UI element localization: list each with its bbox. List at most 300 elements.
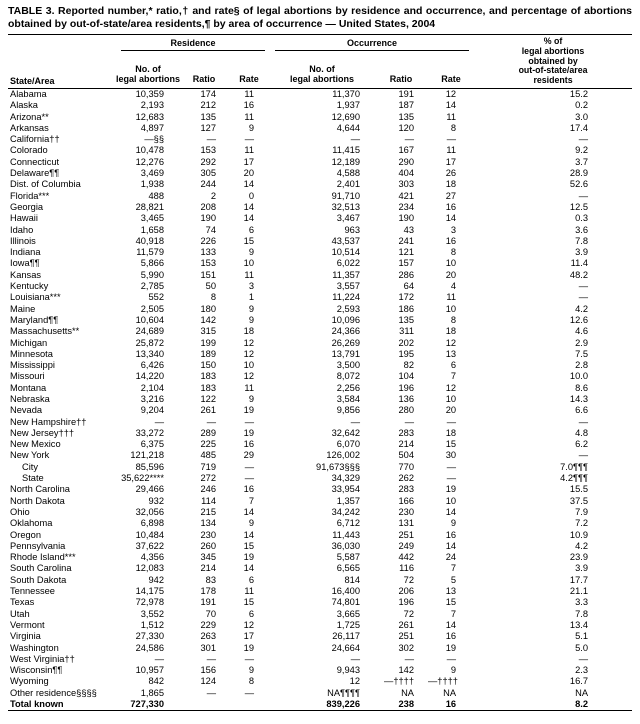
value-cell: 14 [243, 179, 254, 190]
value-cell: 1,865 [140, 687, 164, 698]
value-cell: 18 [445, 179, 457, 190]
value-cell: 6 [248, 574, 254, 585]
state-area-cell: North Carolina [10, 484, 70, 495]
table-row [8, 609, 632, 620]
value-cell: 5.1 [575, 631, 589, 642]
value-cell: 4.8 [575, 427, 589, 438]
value-cell: 15 [445, 597, 457, 608]
state-area-cell: New Jersey††† [10, 427, 75, 438]
value-cell: 11 [244, 145, 254, 156]
state-area-cell: Illinois [10, 235, 36, 246]
value-cell: 238 [374, 699, 428, 711]
state-area-cell: Hawaii [10, 213, 38, 224]
value-cell: — [578, 450, 589, 461]
value-cell: 72 [403, 574, 414, 585]
value-cell: 272 [200, 473, 216, 484]
table-row [8, 462, 632, 473]
value-cell: 10,359 [135, 88, 164, 99]
value-cell: 727,330 [116, 699, 180, 711]
value-cell: 17 [243, 631, 254, 642]
value-cell: 7.2 [575, 518, 589, 529]
state-area-cell: New York [10, 450, 50, 461]
value-cell: 1,658 [140, 224, 164, 235]
value-cell: 120 [398, 122, 414, 133]
value-cell: 14 [243, 201, 254, 212]
value-cell: 230 [200, 529, 216, 540]
value-cell: 246 [200, 484, 216, 495]
value-cell: 11 [446, 292, 457, 303]
table-row [8, 428, 632, 439]
value-cell: 16 [243, 439, 254, 450]
value-cell: 3.6 [575, 224, 589, 235]
occurrence-group-label: Occurrence [275, 38, 469, 51]
value-cell: 17.4 [569, 122, 589, 133]
value-cell: 19 [243, 552, 254, 563]
value-cell: 241 [398, 235, 414, 246]
group-header-row [8, 35, 632, 56]
value-cell: — [446, 416, 457, 427]
value-cell: 5,990 [140, 269, 164, 280]
value-cell: 7 [248, 495, 254, 506]
value-cell: 0.3 [575, 213, 589, 224]
value-cell: 1,512 [140, 619, 164, 630]
value-cell: 311 [399, 326, 414, 337]
value-cell: — [154, 653, 164, 664]
value-cell: 18 [445, 326, 457, 337]
value-cell: 15 [243, 597, 254, 608]
table-row [8, 541, 632, 552]
value-cell: 251 [398, 631, 414, 642]
value-cell: 19 [445, 484, 457, 495]
value-cell: 1,357 [336, 495, 360, 506]
value-cell: 302 [398, 642, 414, 653]
value-cell: — [578, 281, 589, 292]
value-cell: 13,791 [331, 348, 360, 359]
value-cell: 25,872 [135, 337, 164, 348]
value-cell: 18 [243, 326, 254, 337]
table-row [8, 507, 632, 518]
value-cell: 6,898 [140, 518, 164, 529]
value-cell: 20 [445, 405, 457, 416]
value-cell: 10.0 [569, 371, 589, 382]
value-cell: 24,664 [331, 642, 360, 653]
value-cell: 19 [243, 405, 254, 416]
value-cell: 261 [398, 619, 414, 630]
value-cell: 91,673§§§ [316, 461, 360, 472]
value-cell: 122 [200, 394, 216, 404]
value-cell: 261 [200, 405, 216, 416]
value-cell: 10,096 [331, 314, 360, 325]
value-cell: 212 [200, 100, 216, 111]
value-cell: 234 [398, 201, 414, 212]
state-area-cell: West Virginia†† [10, 653, 75, 664]
value-cell: 6,712 [336, 518, 360, 529]
value-cell: 5,866 [140, 258, 164, 269]
state-area-cell: Washington [10, 642, 59, 653]
value-cell: 16 [243, 100, 254, 111]
value-cell: 9 [450, 665, 457, 676]
state-area-cell: Michigan [10, 337, 48, 348]
value-cell: 190 [398, 213, 414, 224]
value-cell: 40,918 [135, 235, 164, 246]
value-cell: 301 [200, 642, 216, 653]
value-cell: 32,056 [135, 506, 164, 517]
value-cell: 167 [398, 145, 414, 156]
value-cell: 116 [399, 563, 414, 574]
table-row [8, 575, 632, 586]
value-cell: 15 [243, 540, 254, 551]
state-area-cell: Minnesota [10, 348, 53, 359]
value-cell: 74,801 [331, 597, 360, 608]
table-row [8, 654, 632, 665]
value-cell: 7.5 [575, 348, 589, 359]
value-cell: 17 [243, 156, 254, 167]
value-cell: 16 [445, 235, 457, 246]
value-cell: 131 [398, 518, 414, 529]
state-area-cell: Oklahoma [10, 518, 53, 529]
state-area-cell: Nebraska [10, 394, 50, 404]
value-cell: 7 [450, 563, 457, 574]
table-row [8, 473, 632, 484]
value-cell: — [404, 416, 414, 427]
value-cell: 13.4 [569, 619, 589, 630]
table-row [8, 134, 632, 145]
table-body [8, 88, 632, 710]
value-cell: 9 [248, 314, 254, 325]
value-cell: 135 [398, 314, 414, 325]
value-cell: 10 [445, 258, 457, 269]
value-cell: —†††† [428, 676, 458, 687]
value-cell: 17.7 [569, 574, 589, 585]
value-cell: — [578, 416, 589, 427]
value-cell: — [446, 134, 457, 145]
value-cell: 5 [450, 574, 457, 585]
value-cell: 114 [201, 495, 216, 506]
state-area-cell: Oregon [10, 529, 42, 540]
value-cell: 4,897 [140, 122, 164, 133]
value-cell: 12 [243, 337, 254, 348]
table-row [8, 665, 632, 676]
value-cell: 195 [398, 348, 414, 359]
column-header-pct-out-of-state: % of legal abortions obtained by out-of-state/area residents [474, 35, 632, 89]
column-header-occurrence-ratio: Ratio [374, 56, 428, 89]
value-cell: 13 [445, 348, 457, 359]
value-cell: — [244, 473, 254, 484]
value-cell: 16 [428, 699, 474, 711]
value-cell: 16,400 [331, 586, 360, 597]
value-cell: 29,466 [135, 484, 164, 495]
value-cell: 9 [248, 303, 254, 314]
value-cell: 27 [445, 190, 457, 201]
state-area-cell: North Dakota [10, 495, 65, 506]
table-row [8, 394, 632, 405]
value-cell: 14 [243, 213, 254, 224]
value-cell: 9,204 [140, 405, 164, 416]
value-cell: 29 [243, 450, 254, 461]
table-row [8, 688, 632, 699]
value-cell: 0.2 [575, 100, 589, 111]
table-row [8, 699, 632, 711]
value-cell: 7.8 [575, 235, 589, 246]
value-cell: 11 [446, 111, 457, 122]
value-cell: 9 [248, 665, 254, 676]
value-cell: 3,467 [336, 213, 360, 224]
value-cell: 12 [445, 337, 457, 348]
state-area-cell: Vermont [10, 619, 45, 630]
abortion-statistics-table [8, 34, 632, 711]
value-cell: 72 [403, 608, 414, 619]
table-row [8, 530, 632, 541]
value-cell: 404 [398, 168, 414, 179]
state-area-cell: Virginia [10, 631, 41, 642]
state-area-cell: Indiana [10, 247, 41, 258]
value-cell: 36,030 [331, 540, 360, 551]
value-cell: 15 [445, 439, 457, 450]
table-row [8, 338, 632, 349]
value-cell: 190 [200, 213, 216, 224]
state-area-cell: Utah [10, 608, 30, 619]
value-cell: 14 [243, 506, 254, 517]
value-cell: 121 [398, 247, 414, 258]
value-cell: 3,216 [140, 394, 164, 404]
value-cell: 3.0 [575, 111, 589, 122]
state-area-cell: Massachusetts** [10, 326, 80, 337]
column-group-occurrence [270, 35, 474, 56]
value-cell: — [206, 416, 216, 427]
value-cell: 12 [243, 371, 254, 382]
value-cell: 12,683 [135, 111, 164, 122]
table-header [8, 35, 632, 89]
value-cell: 315 [200, 326, 216, 337]
value-cell: — [404, 134, 414, 145]
value-cell: 11,443 [332, 529, 360, 540]
value-cell: — [404, 653, 414, 664]
value-cell: 12 [349, 676, 360, 687]
value-cell: 202 [398, 337, 414, 348]
table-row [8, 631, 632, 642]
value-cell: 206 [398, 586, 414, 597]
value-cell: 7 [450, 371, 457, 382]
value-cell: — [244, 134, 254, 145]
value-cell: 199 [200, 337, 216, 348]
table-row [8, 484, 632, 495]
value-cell: 2,785 [140, 281, 164, 292]
value-cell: 932 [148, 495, 164, 506]
state-area-cell: Rhode Island*** [10, 552, 76, 563]
value-cell: 6,565 [336, 563, 360, 574]
value-cell: 14 [445, 506, 457, 517]
value-cell: 16.7 [569, 676, 589, 687]
value-cell: 3.9 [575, 247, 589, 258]
value-cell: 186 [398, 303, 414, 314]
state-area-cell: Iowa¶¶ [10, 258, 40, 269]
value-cell: 12.5 [569, 201, 589, 212]
value-cell: 229 [200, 619, 216, 630]
table-row [8, 360, 632, 371]
table-row [8, 439, 632, 450]
value-cell: 151 [200, 269, 216, 280]
value-cell: 3.9 [575, 563, 589, 574]
value-cell: 8 [450, 122, 457, 133]
value-cell: 2,256 [336, 382, 360, 393]
table-row [8, 213, 632, 224]
table-row [8, 315, 632, 326]
value-cell: 14,175 [135, 586, 164, 597]
state-area-cell: New Hampshire†† [10, 416, 87, 427]
state-area-cell: Colorado [10, 145, 48, 156]
value-cell: 8.6 [575, 382, 589, 393]
table-row [8, 270, 632, 281]
value-cell: 225 [200, 439, 216, 450]
column-header-state-area: State/Area [8, 35, 116, 89]
state-area-cell: California†† [10, 134, 60, 145]
state-area-cell: Kansas [10, 269, 42, 280]
state-area-cell: Connecticut [10, 156, 60, 167]
value-cell: — [244, 416, 254, 427]
value-cell: 16 [445, 529, 457, 540]
value-cell: 6 [450, 360, 457, 371]
value-cell: 12 [243, 619, 254, 630]
value-cell: 153 [200, 258, 216, 269]
table-row [8, 100, 632, 111]
table-row [8, 620, 632, 631]
value-cell: 11,370 [332, 88, 360, 99]
value-cell: 9 [248, 518, 254, 529]
column-header-residence-ratio: Ratio [180, 56, 228, 89]
value-cell: 3,469 [140, 168, 164, 179]
value-cell: — [446, 461, 457, 472]
state-area-cell: South Dakota [10, 574, 67, 585]
value-cell: 83 [205, 574, 216, 585]
value-cell: — [154, 416, 164, 427]
table-row [8, 168, 632, 179]
value-cell: 135 [200, 111, 216, 122]
value-cell: 10,957 [135, 665, 164, 676]
table-row [8, 383, 632, 394]
value-cell: NA [401, 687, 414, 698]
table-row [8, 417, 632, 428]
value-cell: 127 [200, 122, 216, 133]
table-row [8, 518, 632, 529]
state-area-cell: Texas [10, 597, 35, 608]
value-cell: — [244, 687, 254, 698]
state-area-cell: State [22, 473, 44, 484]
value-cell: 2.3 [575, 665, 589, 676]
value-cell: 133 [200, 247, 216, 258]
state-area-cell: Other residence§§§§ [10, 687, 97, 698]
value-cell: 18 [445, 427, 457, 438]
value-cell: 180 [200, 303, 216, 314]
value-cell: 174 [200, 88, 216, 99]
value-cell: 34,329 [331, 473, 360, 484]
value-cell: 842 [148, 676, 164, 687]
value-cell: 5.0 [575, 642, 589, 653]
value-cell: 12,690 [331, 111, 360, 122]
column-header-occurrence-number: No. of legal abortions [270, 56, 374, 89]
value-cell: 4.2 [575, 540, 589, 551]
state-area-cell: South Carolina [10, 563, 72, 574]
state-area-cell: Maine [10, 303, 36, 314]
value-cell: 12 [445, 88, 457, 99]
state-area-cell: Louisiana*** [10, 292, 61, 303]
value-cell: 3.7 [575, 156, 589, 167]
value-cell: 20 [243, 168, 254, 179]
value-cell: 10,604 [135, 314, 164, 325]
value-cell: — [350, 134, 360, 145]
value-cell: — [350, 653, 360, 664]
value-cell: 6 [248, 608, 254, 619]
state-area-cell: Tennessee [10, 586, 55, 597]
table-row [8, 349, 632, 360]
state-area-cell: Alabama [10, 88, 47, 99]
column-header-residence-number: No. of legal abortions [116, 56, 180, 89]
value-cell: — [578, 190, 589, 201]
table-row [8, 179, 632, 190]
state-area-cell: Maryland¶¶ [10, 314, 59, 325]
value-cell: 0 [248, 190, 254, 201]
value-cell: 4,588 [336, 168, 360, 179]
value-cell: 172 [398, 292, 414, 303]
value-cell: 104 [398, 371, 414, 382]
value-cell: 230 [398, 506, 414, 517]
value-cell: 21.1 [569, 586, 589, 597]
value-cell: 19 [445, 642, 457, 653]
value-cell: 12 [445, 382, 457, 393]
value-cell: 8 [450, 314, 457, 325]
value-cell: — [350, 416, 360, 427]
value-cell: 3 [450, 224, 457, 235]
value-cell: 196 [398, 597, 414, 608]
value-cell: 24,689 [135, 326, 164, 337]
value-cell: 2,593 [336, 303, 360, 314]
state-area-cell: New Mexico [10, 439, 61, 450]
value-cell: NA [443, 687, 457, 698]
table-row [8, 552, 632, 563]
value-cell: 30 [445, 450, 457, 461]
value-cell: 16 [445, 631, 457, 642]
value-cell: 10.9 [569, 529, 589, 540]
value-cell: 215 [200, 506, 216, 517]
value-cell: 178 [200, 586, 216, 597]
table-row [8, 304, 632, 315]
value-cell: 11 [244, 269, 254, 280]
state-area-cell: Wisconsin¶¶ [10, 665, 63, 676]
value-cell: 150 [200, 360, 216, 371]
value-cell: 15 [243, 235, 254, 246]
value-cell: 421 [398, 190, 414, 201]
value-cell: NA [575, 687, 589, 698]
value-cell: 189 [200, 348, 216, 359]
value-cell: 1,725 [336, 619, 360, 630]
value-cell: —†††† [384, 676, 414, 687]
value-cell: 839,226 [270, 699, 374, 711]
value-cell: 2 [210, 190, 216, 201]
value-cell: 28.9 [569, 168, 589, 179]
state-area-cell: Delaware¶¶ [10, 168, 60, 179]
value-cell: 4,356 [140, 552, 164, 563]
value-cell: 11,357 [332, 269, 360, 280]
value-cell: — [206, 687, 216, 698]
value-cell: 1 [248, 292, 254, 303]
value-cell: 2,104 [140, 382, 164, 393]
value-cell: 226 [200, 235, 216, 246]
value-cell: 9.2 [575, 145, 589, 156]
value-cell: 3,552 [140, 608, 164, 619]
value-cell: 9 [248, 247, 254, 258]
value-cell: 187 [398, 100, 414, 111]
value-cell: 50 [205, 281, 216, 292]
value-cell: 283 [398, 484, 414, 495]
